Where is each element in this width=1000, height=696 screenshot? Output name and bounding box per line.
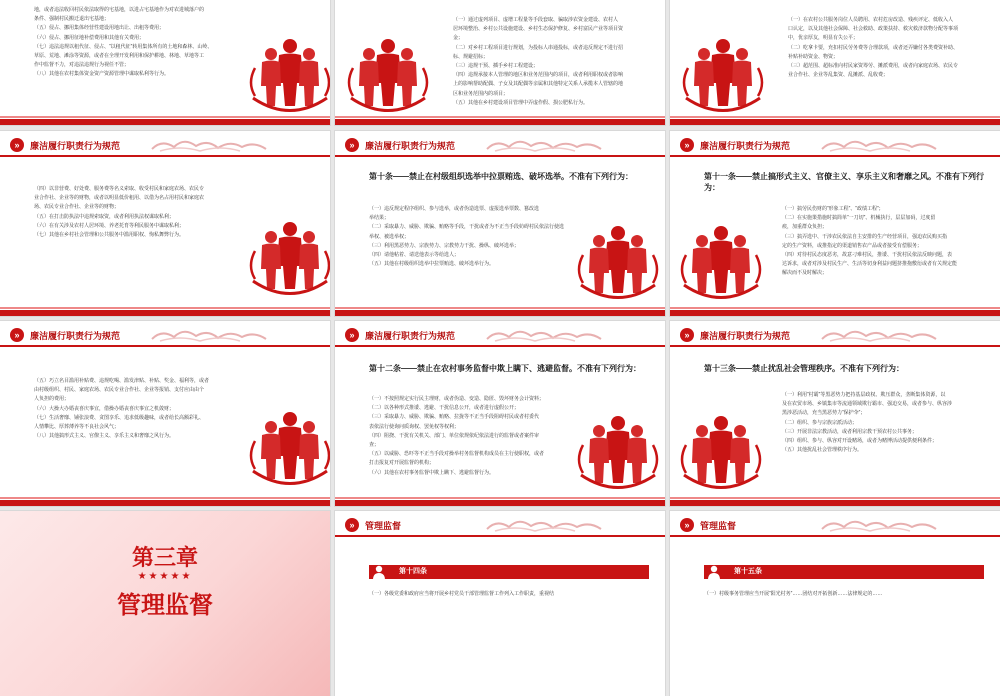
- cloud-decoration-icon: [150, 137, 280, 153]
- slide-footer-bar: [670, 500, 1000, 506]
- chevron-right-icon: »: [680, 518, 694, 532]
- chevron-right-icon: »: [680, 138, 694, 152]
- list-item: （五）其他在村级组织选举中拉票贿选、破坏选举行为。: [369, 261, 495, 268]
- article-strip-label: 第十四条: [399, 568, 427, 575]
- person-icon: [371, 564, 387, 580]
- list-item: 业合作社、企业等乱集资、乱摊派、乱收费；: [788, 72, 889, 79]
- list-item: 作中监督不力，对违法违规行为视任不管；: [34, 62, 130, 69]
- list-item: 标、规避招标；: [453, 53, 489, 60]
- list-item: 达诉求，或者对涉及村民生产、生活等切身利益问题挤推拖敷衍或者有关规定能: [782, 261, 958, 268]
- people-group-icon: [573, 405, 663, 495]
- cloud-decoration-icon: [485, 137, 615, 153]
- star-row-icon: ★★★★★: [137, 571, 193, 582]
- list-item: （四）组织、参与、纵容对开设赌场，或者为赌博活动提供便利条件；: [782, 438, 938, 445]
- list-item: （六）侵占、挪用征地补偿费用和其他有关费用；: [34, 34, 145, 41]
- list-item: 金；: [453, 35, 464, 42]
- slide-header-title: 管理监督: [700, 521, 737, 531]
- list-item: （一）各级党委和政府应当将开展乡村党员干部管理监督工作列入工作职责，重视结: [369, 591, 555, 597]
- list-item: 条件、强制村民搬迁退出宅基地；: [34, 16, 110, 23]
- list-item: 业合作社、企业等的财物，或者以明显低价租用、以借为名占用村民和家庭农: [34, 195, 205, 202]
- header-divider: [0, 345, 330, 347]
- header-divider: [670, 535, 1000, 537]
- slide-7-items: [34, 377, 244, 441]
- header-divider: [335, 155, 665, 157]
- slide-header-title: 管理监督: [365, 521, 402, 531]
- slide-8[interactable]: [335, 321, 665, 506]
- list-item: 打击报复对开展监督的机构；: [369, 460, 435, 467]
- slide-7[interactable]: [0, 321, 330, 506]
- list-item: （八）其他在农村集体资金资产资源管理中谋取私利等行为。: [34, 71, 170, 78]
- cloud-decoration-icon: [820, 327, 950, 343]
- article-title: 第十一条——禁止搞形式主义、官僚主义、享乐主义和奢靡之风。不准有下列行为：: [704, 172, 984, 192]
- slide-4-items: [34, 185, 244, 240]
- list-item: 上的影响帮助配偶、子女及其配偶等亲属和其他特定关系人承揽本人管辖的地: [453, 81, 624, 88]
- slide-2[interactable]: [335, 0, 665, 125]
- chevron-right-icon: »: [345, 518, 359, 532]
- list-item: 及在农贸市场、乡镇集市等流通领域欺行霸市、强迫交易，或者参与、纵容涉: [782, 401, 953, 408]
- list-item: 查；: [369, 442, 380, 449]
- list-item: （三）超范围、超标准向村民家资筹劳、摊派费用，或者向家庭农场、农民专: [788, 63, 959, 70]
- list-item: （七）其他在乡村社会管理和公共服务中滥用职权、恂私舞弊行为。: [34, 232, 185, 239]
- list-item: （一）不按照规定实行民主理财，或者伪造、变造、隐匿、毁坏财务会计资料；: [369, 396, 545, 402]
- slide-header-title: 廉洁履行职责行为规范: [700, 141, 791, 151]
- list-item: （四）违规承接本人管理的地区和业务范围内的项目，或者利用职权或者影响: [453, 72, 624, 79]
- chapter-number: 第三章: [131, 545, 198, 570]
- list-item: （七）生活奢靡、铺张浪费、贪图享乐、追求低级趣味，或者给长高额彩礼、: [34, 414, 205, 421]
- slide-5-items: [369, 205, 569, 269]
- people-group-icon: [676, 215, 766, 305]
- list-item: （一）利用“村霸”等黑恶势力把持基层政权、欺压群众，垄断集体资源，以: [782, 392, 946, 398]
- list-item: （二）组织、参与宗族宗派活动；: [782, 419, 858, 426]
- list-item: （一）通过虚列项目、虚增工程量等手段套取、骗取涉农资金建设、农村人: [453, 17, 619, 23]
- list-item: （二）吃拿卡要，充扣村民劳务费等合理款项，或者还弄嫌付各类费资补助、: [788, 44, 959, 51]
- article-title: 第十二条——禁止在农村事务监督中欺上瞒下、逃避监督。不准有下列行为：: [369, 364, 641, 373]
- list-item: （二）对乡村工程项目进行规划，为投标人串通投标，或者违反规定不进行招: [453, 44, 624, 51]
- chevron-right-icon: »: [345, 138, 359, 152]
- list-item: 人情攀比、厚葬薄养等不良社会风气；: [34, 424, 120, 431]
- slide-3-items: [788, 16, 993, 80]
- slide-header-title: 廉洁履行职责行为规范: [365, 141, 456, 151]
- list-item: 区和业务范围内的项目；: [453, 90, 509, 97]
- list-item: 由村级组织、村民、家庭农场、农民专业合作社、企业等报销、支付应由由个: [34, 387, 205, 394]
- list-item: （六）大操大办婚丧喜庆事宜，借操办婚丧喜庆事宜之机敛财；: [34, 405, 175, 412]
- list-item: （五）在打击防执法中违规索取资，或者利用执法权谋取私利；: [34, 213, 175, 220]
- list-item: （五）侵占、挪用集体经营性建设用地出让、出租等费用；: [34, 25, 165, 32]
- people-group-icon: [343, 28, 433, 118]
- article-strip: [704, 565, 984, 579]
- list-item: 场、农民专业合作社、企业等的财物；: [34, 204, 120, 211]
- list-item: （五）其他扰乱社会管理秩序行为。: [782, 447, 863, 454]
- list-item: 人负担的费用；: [34, 396, 70, 403]
- slide-2-items: [453, 16, 658, 108]
- cloud-decoration-icon: [820, 517, 950, 533]
- list-item: （一）村级事务管理应当开展“阳光村务”……团结对开拓创新……法律规定的……: [704, 591, 883, 597]
- slide-5[interactable]: [335, 131, 665, 316]
- slide-footer-bar: [670, 119, 1000, 125]
- list-item: （八）其他搞形式主义、官僚主义、享乐主义和奢靡之风行为。: [34, 433, 175, 440]
- slide-footer-bar: [335, 119, 665, 125]
- slide-12[interactable]: [670, 511, 1000, 696]
- slide-header: [670, 321, 1000, 347]
- cloud-decoration-icon: [150, 327, 280, 343]
- slide-1[interactable]: [0, 0, 330, 125]
- list-item: （七）违法违规以租代征、侵占、“以租代征”转用集体所有的土地和森林、山岭、: [34, 43, 213, 50]
- list-item: （四）以非营费、好处费、服务费等名义索取、收受村民和家庭农场、农民专: [34, 186, 205, 192]
- list-item: 黑涉恶活动，充当黑恶势力“保护伞”；: [782, 410, 866, 417]
- slide-10-chapter[interactable]: [0, 511, 330, 696]
- list-item: （三）利用黑恶势力、宗族势力、宗教势力干扰、操纵、破坏选举；: [369, 242, 520, 249]
- list-item: （一）搞劳民伤财的“形象工程”、“政绩工程”；: [782, 206, 884, 212]
- cloud-decoration-icon: [485, 517, 615, 533]
- slide-6[interactable]: [670, 131, 1000, 316]
- list-item: 解决而不及时解决；: [782, 270, 828, 277]
- list-item: 补贴补助资金、物资；: [788, 53, 839, 60]
- list-item: （四）阻挠、干扰有关机关、部门、单位依规依纪依法进行的监督或者案件审: [369, 432, 540, 439]
- list-item: （五）以威胁、恐吓等不正当手段对操举村务监督机构成员在主行使职权，或者: [369, 451, 545, 458]
- slide-9[interactable]: [670, 321, 1000, 506]
- people-group-icon: [573, 215, 663, 305]
- cloud-decoration-icon: [485, 327, 615, 343]
- header-divider: [670, 345, 1000, 347]
- chevron-right-icon: »: [10, 328, 24, 342]
- list-item: （三）开展非法宗教活动，或者利用宗教干预农村公共事务；: [782, 428, 918, 435]
- person-icon: [706, 564, 722, 580]
- slide-11[interactable]: [335, 511, 665, 696]
- slide-8-items: [369, 395, 569, 478]
- list-item: 痕，加重群众负担；: [782, 224, 828, 231]
- people-group-icon: [245, 401, 330, 491]
- article-strip: [369, 565, 649, 579]
- list-item: （二）采取暴力、威胁、欺骗、贿赂等手段，干扰或者为不正当手段妨碍村民依法行使选: [369, 224, 565, 231]
- slide-4[interactable]: [0, 131, 330, 316]
- list-item: （二）以各种形式推诿、逃避、干扰信息公开，或者进行虚假公开；: [369, 405, 520, 412]
- slide-footer-bar: [0, 500, 330, 506]
- list-item: 地，或者违法收回村民依法取得的宅基地，以进占宅基地作为对农进城落户的: [34, 7, 205, 13]
- list-item: （三）搞弄选中、干涉农民依法自主安排的生产经营项目，强迫农民购买指: [782, 233, 948, 240]
- slide-header: [335, 321, 665, 347]
- slide-9-items: [782, 391, 992, 455]
- list-item: （一）违反规定程序组织、参与选举，或者伪造选票、虚报选举票数、篡改选: [369, 206, 540, 212]
- people-group-icon: [245, 28, 330, 118]
- header-divider: [670, 155, 1000, 157]
- slide-header: [670, 131, 1000, 157]
- slide-header-title: 廉洁履行职责行为规范: [30, 331, 121, 341]
- list-item: （六）其他在农村事务监督中欺上瞒下、逃避监督行为。: [369, 469, 495, 476]
- slide-header: [670, 511, 1000, 537]
- slide-header: [0, 131, 330, 157]
- list-item: （四）请他帖着、请送他表示等给选人；: [369, 252, 460, 259]
- slide-footer-bar: [0, 310, 330, 316]
- list-item: 草原、荒地、滩涂等资源，或者在全理开发利用和保护耕地、林地、草地等工: [34, 53, 205, 60]
- chevron-right-icon: »: [680, 328, 694, 342]
- article-title: 第十三条——禁止扰乱社会管理秩序。不准有下列行为：: [704, 364, 904, 373]
- chevron-right-icon: »: [345, 328, 359, 342]
- slide-header-title: 廉洁履行职责行为规范: [365, 331, 456, 341]
- list-item: 表依法行使询问质询权、罢免权等权利；: [369, 423, 460, 430]
- list-item: 举结果；: [369, 215, 390, 222]
- slide-1-items: [34, 6, 244, 80]
- list-item: （五）其他在乡村建设项目管理中弄虚作假、损公肥私行为。: [453, 99, 589, 106]
- article-strip-label: 第十五条: [734, 568, 762, 575]
- header-divider: [335, 535, 665, 537]
- list-item: （五）巧立名目滥用补贴费、违规吃喝、滥发津贴、补贴、奖金、福利等，或者: [34, 378, 210, 384]
- article-title: 第十条——禁止在村级组织选举中拉票贿选、破坏选举。不准有下列行为：: [369, 172, 633, 181]
- header-divider: [335, 345, 665, 347]
- slide-footer-bar: [0, 119, 330, 125]
- people-group-icon: [245, 211, 330, 301]
- chapter-title: 管理监督: [117, 593, 213, 619]
- slide-3[interactable]: [670, 0, 1000, 125]
- people-group-icon: [676, 405, 766, 495]
- list-item: 中，优亲厚友，明显有失公平；: [788, 35, 859, 42]
- slide-footer-bar: [335, 310, 665, 316]
- header-divider: [0, 155, 330, 157]
- list-item: 居环境整治、乡村公共设施建设、乡村生态保护修复、乡村富民产业等项目资: [453, 26, 624, 33]
- slide-footer-bar: [335, 500, 665, 506]
- list-item: （六）在有关涉及农村人居环境、养老托育等利民服务中谋取私利；: [34, 222, 185, 229]
- chevron-right-icon: »: [10, 138, 24, 152]
- people-group-icon: [678, 28, 768, 118]
- slide-header: [335, 511, 665, 537]
- list-item: （四）对待村民态度恶劣，故意刁难村民，推诿、干扰村民依法反映问题，表: [782, 252, 953, 259]
- list-item: 定的生产资料，或推指定的渠道销售农产品或者接受有偿服务；: [782, 242, 923, 249]
- list-item: （三）违规干预、插手乡村工程建设；: [453, 63, 539, 70]
- list-item: （三）采取暴力、威胁、欺骗、贿赂、拉拢等不正当手段阻碍村民或者村委代: [369, 414, 540, 421]
- list-item: （二）在实施策措施时搞简单“一刀切”、机械执行，层层加码，过度留: [782, 215, 936, 222]
- slide-header: [335, 131, 665, 157]
- slide-header-title: 廉洁履行职责行为规范: [700, 331, 791, 341]
- list-item: 口认定，以及其他社会保障、社会救助、政策扶持、救灾救济款物分配等事项: [788, 26, 959, 33]
- slide-footer-bar: [670, 310, 1000, 316]
- slide-header-title: 廉洁履行职责行为规范: [30, 141, 121, 151]
- slide-header: [0, 321, 330, 347]
- slide-6-items: [782, 205, 992, 279]
- cloud-decoration-icon: [820, 137, 950, 153]
- list-item: （一）在农村公共服务岗位人员聘用、农村危房改造、残疾评定、低收入人: [788, 17, 954, 23]
- list-item: 举权、被选举权；: [369, 233, 410, 240]
